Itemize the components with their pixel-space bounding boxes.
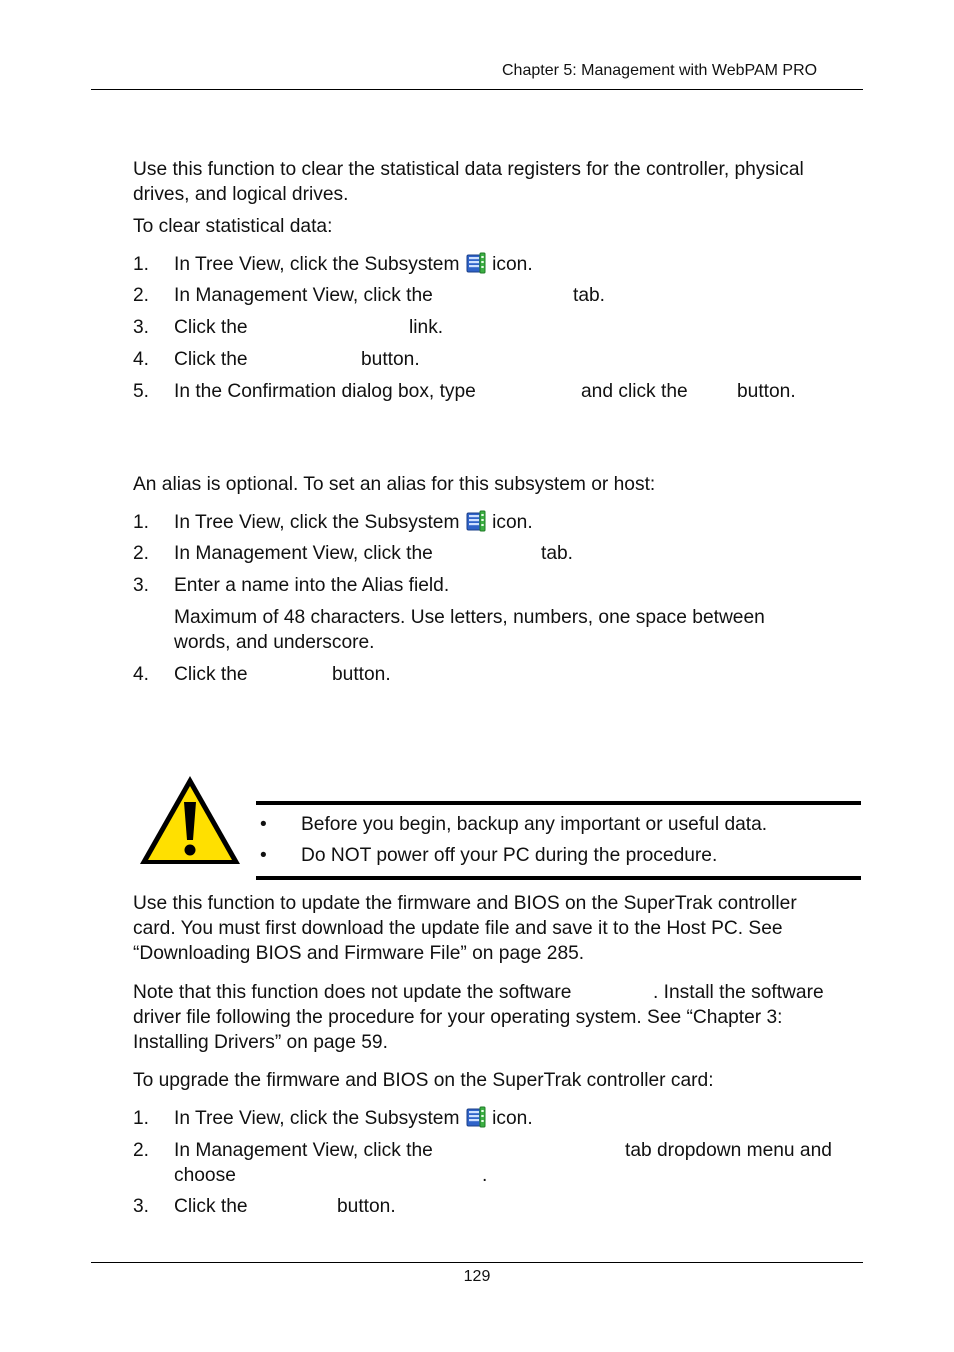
step-text: Click the xyxy=(174,317,248,338)
clear-stats-intro-1: Use this function to clear the statistical data registers for the controller, physical xyxy=(133,159,804,180)
alias-intro: An alias is optional. To set an alias for this subsystem or host: xyxy=(133,474,656,495)
update-para-1: card. You must first download the update file and save it to the Host PC. See xyxy=(133,918,783,939)
caution-bullet: Before you begin, backup any important or useful data. xyxy=(301,814,768,835)
step-text xyxy=(174,252,533,277)
caution-top-rule xyxy=(256,801,861,805)
page-number: 129 xyxy=(463,1268,491,1285)
step-text: Click the xyxy=(174,664,248,685)
step-text: choose xyxy=(174,1165,236,1186)
update-lead: To upgrade the firmware and BIOS on the SuperTrak controller card: xyxy=(133,1070,714,1091)
bullet: • xyxy=(260,845,267,866)
step-text xyxy=(174,1106,533,1131)
step-number: 1. xyxy=(133,1108,150,1129)
step-number: 4. xyxy=(133,664,150,685)
step-number: 1. xyxy=(133,254,150,275)
step-text: tab. xyxy=(541,543,574,564)
step-text: Click the xyxy=(174,1196,248,1217)
chapter-header: Chapter 5: Management with WebPAM PRO xyxy=(502,62,818,79)
footer-rule xyxy=(91,1262,863,1263)
warning-triangle-icon xyxy=(136,772,244,868)
bullet: • xyxy=(260,814,267,835)
step-number: 2. xyxy=(133,543,150,564)
update-para-2: . Install the software xyxy=(653,982,824,1003)
caution-bullet: Do NOT power off your PC during the procedure. xyxy=(301,845,718,866)
clear-stats-lead: To clear statistical data: xyxy=(133,216,333,237)
step-text-pre: In Tree View, click the Subsystem xyxy=(174,1108,460,1129)
step-text: tab dropdown menu and xyxy=(625,1140,832,1161)
step-number: 4. xyxy=(133,349,150,370)
step-text: button. xyxy=(361,349,420,370)
update-para-2: Installing Drivers” on page 59. xyxy=(133,1032,388,1053)
step-text-post: icon. xyxy=(492,512,533,533)
step-text: . xyxy=(482,1165,488,1186)
subsystem-icon xyxy=(465,1106,487,1128)
step-text: Enter a name into the Alias field. xyxy=(174,575,450,596)
step-text: button. xyxy=(332,664,391,685)
update-para-2: driver file following the procedure for your operating system. See “Chapter 3: xyxy=(133,1007,783,1028)
alias-note-1: Maximum of 48 characters. Use letters, numbers, one space between xyxy=(174,607,765,628)
update-para-1: Use this function to update the firmware and BIOS on the SuperTrak controller xyxy=(133,893,797,914)
step-text: button. xyxy=(737,381,796,402)
step-text: In Management View, click the xyxy=(174,285,433,306)
step-text-pre: In Tree View, click the Subsystem xyxy=(174,512,460,533)
step-number: 2. xyxy=(133,1140,150,1161)
alias-note-2: words, and underscore. xyxy=(174,632,375,653)
step-number: 3. xyxy=(133,317,150,338)
step-text xyxy=(174,510,533,535)
clear-stats-intro-2: drives, and logical drives. xyxy=(133,184,349,205)
step-text: In Management View, click the xyxy=(174,1140,433,1161)
step-text-post: icon. xyxy=(492,254,533,275)
step-text-pre: In Tree View, click the Subsystem xyxy=(174,254,460,275)
step-number: 1. xyxy=(133,512,150,533)
step-number: 3. xyxy=(133,1196,150,1217)
update-para-1: “Downloading BIOS and Firmware File” on page 285. xyxy=(133,943,585,964)
header-rule xyxy=(91,89,863,90)
step-number: 2. xyxy=(133,285,150,306)
step-text: link. xyxy=(409,317,444,338)
step-text: In Management View, click the xyxy=(174,543,433,564)
caution-bottom-rule xyxy=(256,876,861,880)
step-text: tab. xyxy=(573,285,606,306)
update-para-2: Note that this function does not update the software xyxy=(133,982,572,1003)
step-text: Click the xyxy=(174,349,248,370)
subsystem-icon xyxy=(465,252,487,274)
step-number: 3. xyxy=(133,575,150,596)
step-text: button. xyxy=(337,1196,396,1217)
step-text: In the Confirmation dialog box, type xyxy=(174,381,476,402)
subsystem-icon xyxy=(465,510,487,532)
step-number: 5. xyxy=(133,381,150,402)
step-text-post: icon. xyxy=(492,1108,533,1129)
step-text: and click the xyxy=(581,381,688,402)
